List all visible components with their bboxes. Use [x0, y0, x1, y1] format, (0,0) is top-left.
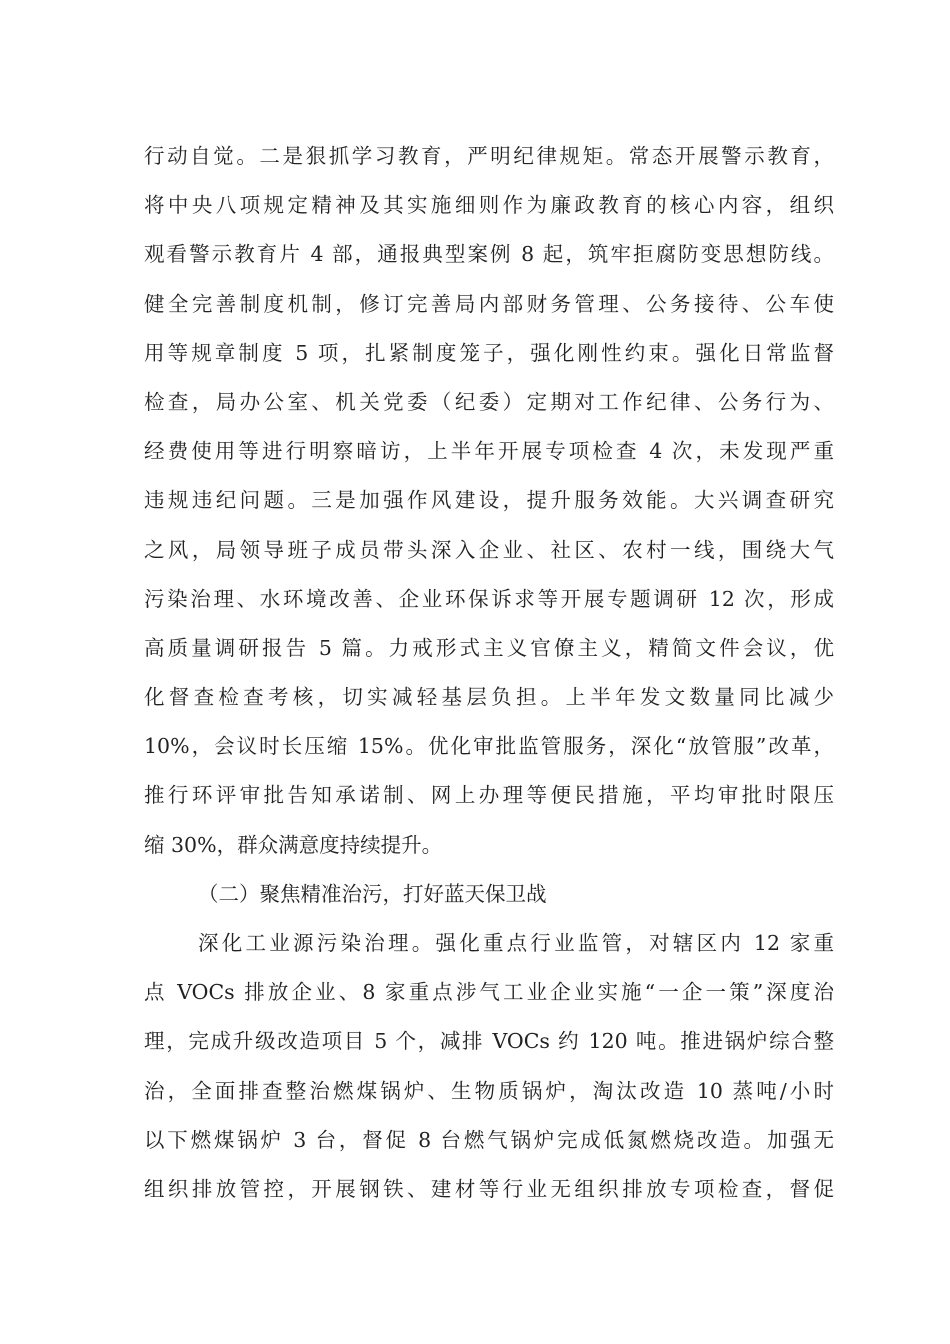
text-line: 以下燃煤锅炉 3 台，督促 8 台燃气锅炉完成低氮燃烧改造。加强无 — [144, 1127, 834, 1152]
text-line: 经费使用等进行明察暗访，上半年开展专项检查 4 次，未发现严重 — [144, 439, 834, 464]
text-line: 组织排放管控，开展钢铁、建材等行业无组织排放专项检查，督促 — [144, 1176, 834, 1201]
text-line: 缩 30%，群众满意度持续提升。 — [144, 832, 443, 857]
text-line: 之风，局领导班子成员带头深入企业、社区、农村一线，围绕大气 — [144, 537, 834, 562]
text-line: 治，全面排查整治燃煤锅炉、生物质锅炉，淘汰改造 10 蒸吨/小时 — [144, 1078, 834, 1103]
text-line: 健全完善制度机制，修订完善局内部财务管理、公务接待、公车使 — [144, 291, 834, 316]
text-line: 将中央八项规定精神及其实施细则作为廉政教育的核心内容，组织 — [144, 193, 834, 218]
text-line: 观看警示教育片 4 部，通报典型案例 8 起，筑牢拒腐防变思想防线。 — [144, 242, 834, 267]
text-line: 理，完成升级改造项目 5 个，减排 VOCs 约 120 吨。推进锅炉综合整 — [144, 1029, 834, 1054]
document-body — [144, 132, 834, 1214]
text-line: 检查，局办公室、机关党委（纪委）定期对工作纪律、公务行为、 — [144, 389, 834, 414]
section-heading: （二）聚焦精准治污，打好蓝天保卫战 — [198, 881, 547, 906]
text-line: 行动自觉。二是狠抓学习教育，严明纪律规矩。常态开展警示教育， — [144, 144, 834, 168]
text-line: 违规违纪问题。三是加强作风建设，提升服务效能。大兴调查研究 — [144, 488, 834, 513]
text-line: 用等规章制度 5 项，扎紧制度笼子，强化刚性约束。强化日常监督 — [144, 340, 834, 365]
text-line: 高质量调研报告 5 篇。力戒形式主义官僚主义，精简文件会议，优 — [144, 635, 834, 660]
text-line: 10%，会议时长压缩 15%。优化审批监管服务，深化“放管服”改革， — [144, 734, 834, 759]
text-line: 深化工业源污染治理。强化重点行业监管，对辖区内 12 家重 — [198, 931, 834, 955]
text-line: 污染治理、水环境改善、企业环保诉求等开展专题调研 12 次，形成 — [144, 586, 834, 611]
text-line: 化督查检查考核，切实减轻基层负担。上半年发文数量同比减少 — [144, 685, 834, 710]
text-line: 点 VOCs 排放企业、8 家重点涉气工业企业实施“一企一策”深度治 — [144, 980, 834, 1005]
text-line: 推行环评审批告知承诺制、网上办理等便民措施，平均审批时限压 — [144, 783, 834, 808]
